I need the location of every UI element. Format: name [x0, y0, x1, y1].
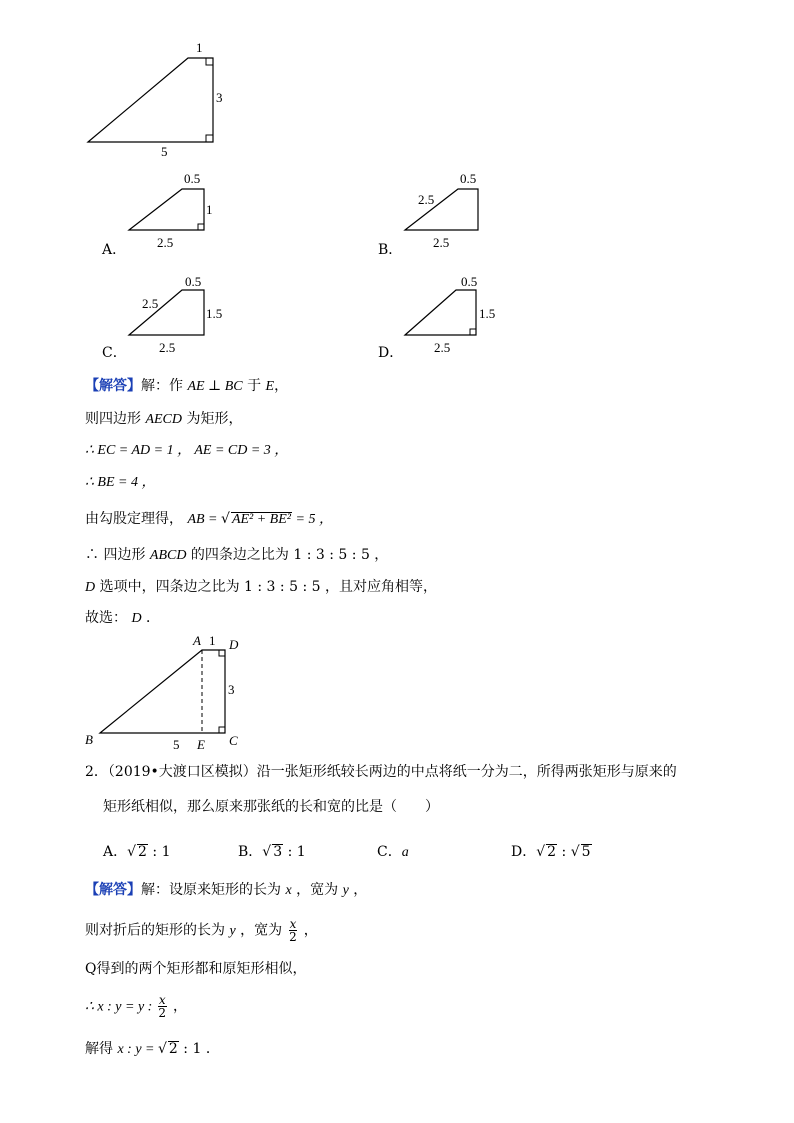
math-expr: 1 : 3 : 5 : 5 — [293, 547, 370, 563]
math-expr: : 1 ． — [178, 1041, 220, 1057]
text: ， — [348, 882, 368, 898]
text: 解：作 — [141, 378, 188, 394]
fraction-denominator: 2 — [289, 930, 297, 944]
solution1-line5 — [85, 510, 333, 529]
label-five: 5 — [173, 737, 180, 750]
math-expr: y — [229, 923, 236, 939]
label-left: 2.5 — [142, 296, 159, 311]
label-bottom: 2.5 — [433, 235, 450, 250]
option-a-shape — [129, 189, 204, 230]
option-letter: A． — [103, 844, 128, 860]
option-letter: C． — [377, 844, 402, 860]
solution1-line2 — [85, 410, 242, 429]
fraction-denominator: 2 — [158, 1006, 167, 1020]
label-d: D — [229, 637, 239, 652]
right-angle-mark — [206, 58, 213, 65]
text: ， — [274, 378, 289, 394]
fraction-numerator: x — [158, 993, 166, 1007]
q2-option-a — [103, 843, 171, 861]
option-c-letter: C． — [102, 345, 127, 361]
text: ． — [141, 610, 161, 626]
option-a-figure — [122, 168, 222, 250]
solution1-line4: ∴ BE = 4 ， — [85, 475, 156, 490]
text: 为矩形， — [182, 411, 243, 427]
label-bottom: 5 — [161, 144, 168, 159]
answer-tag: 【解答】 — [85, 378, 141, 394]
solution2-line3: Q得到的两个矩形都和原矩形相似， — [85, 961, 307, 977]
text: 故选： — [85, 610, 132, 626]
right-angle-mark — [219, 727, 225, 733]
math-expr: x : y = — [117, 1042, 158, 1057]
option-d-shape — [405, 290, 476, 335]
fraction — [158, 994, 167, 1019]
q2-option-c — [377, 843, 409, 862]
math-expr: ∴ x : y = y : — [85, 999, 156, 1015]
text: ， — [369, 547, 389, 563]
math-expr: 1 : 3 : 5 : 5 — [244, 579, 321, 595]
label-right: 1.5 — [206, 306, 223, 321]
right-angle-mark — [198, 224, 204, 230]
sqrt-sign: √ — [158, 1041, 167, 1057]
text: 解得 — [85, 1041, 118, 1057]
option-c-figure — [122, 271, 232, 356]
text: ，宽为 — [235, 922, 287, 939]
option-a-letter: A． — [102, 242, 127, 258]
main-trapezoid-figure — [80, 38, 230, 160]
option-b-shape — [405, 189, 478, 230]
text: 的四条边之比为 — [186, 547, 294, 563]
solution2-line5 — [85, 1040, 220, 1059]
math-expr: : 1 — [283, 844, 306, 860]
label-top: 0.5 — [460, 171, 477, 186]
solution2-line1 — [85, 881, 367, 900]
option-letter: D． — [511, 844, 537, 860]
label-a: A — [193, 633, 201, 648]
math-radicand: AE² + BE² — [231, 512, 291, 527]
math-expr: AE ⊥ BC — [187, 379, 243, 394]
label-top: 0.5 — [185, 274, 202, 289]
label-top: 0.5 — [461, 274, 478, 289]
option-c-shape — [129, 290, 204, 335]
option-d-figure — [398, 271, 508, 356]
solution1-line6 — [85, 546, 388, 565]
math-expr: : — [557, 844, 571, 860]
sqrt-sign: √ — [127, 844, 137, 860]
q2-option-d — [511, 843, 592, 861]
question2-line2: 矩形纸相似，那么原来那张纸的长和宽的比是（ ） — [103, 799, 439, 815]
main-trapezoid-shape — [88, 58, 213, 142]
math-expr: x — [285, 883, 292, 898]
text: ， — [299, 922, 318, 939]
fraction — [289, 918, 298, 943]
fraction-numerator: x — [289, 917, 297, 931]
solution1-line1 — [85, 377, 288, 396]
math-expr: E — [265, 379, 275, 394]
math-expr: a — [401, 845, 409, 860]
math-expr: D — [131, 611, 142, 626]
solution2-line4 — [85, 994, 187, 1019]
q2-option-b — [238, 843, 306, 861]
label-bottom: 2.5 — [159, 340, 176, 355]
label-one: 1 — [209, 633, 216, 648]
math-expr: y — [342, 883, 349, 898]
text: 则四边形 — [85, 411, 146, 427]
text: 则对折后的矩形的长为 — [85, 922, 230, 939]
option-b-letter: B． — [378, 242, 403, 258]
label-right: 1.5 — [479, 306, 496, 321]
label-left: 2.5 — [418, 192, 435, 207]
option-d-letter: D． — [378, 345, 404, 361]
math-expr: ABCD — [149, 548, 187, 563]
sqrt-sign: √ — [262, 844, 272, 860]
math-radicand: 2 — [547, 844, 557, 860]
label-three: 3 — [228, 682, 235, 697]
text: ，宽为 — [291, 882, 343, 898]
solution1-line3: ∴ EC = AD = 1 ， AE = CD = 3 ， — [85, 443, 289, 458]
label-top: 0.5 — [184, 171, 201, 186]
math-expr: AB = — [187, 512, 222, 527]
option-letter: B． — [238, 844, 263, 860]
label-bottom: 2.5 — [434, 340, 451, 355]
sqrt-sign: √ — [221, 511, 230, 527]
math-expr: : 1 — [147, 844, 171, 860]
math-radicand: 5 — [581, 844, 591, 860]
solution-trapezoid-shape — [100, 650, 225, 733]
question2-line1: 2．（2019•大渡口区模拟）沿一张矩形纸较长两边的中点将纸一分为二，所得两张矩形与原来的 — [85, 764, 677, 780]
math-expr: AECD — [145, 412, 183, 427]
label-e: E — [197, 737, 205, 750]
text: 选项中，四条边之比为 — [95, 579, 245, 595]
math-expr: D — [85, 580, 96, 595]
text: ∴ 四边形 — [85, 547, 150, 563]
label-b: B — [85, 732, 93, 747]
math-radicand: 3 — [273, 844, 283, 860]
text: 于 — [242, 378, 266, 394]
answer-tag: 【解答】 — [85, 882, 141, 898]
sqrt-sign: √ — [570, 844, 580, 860]
right-angle-mark — [219, 650, 225, 656]
label-bottom: 2.5 — [157, 235, 174, 250]
label-right: 1 — [206, 202, 213, 217]
label-top: 1 — [196, 40, 203, 55]
solution2-line2 — [85, 918, 318, 943]
solution1-line7 — [85, 578, 437, 597]
math-radicand: 2 — [138, 844, 147, 860]
right-angle-mark — [470, 329, 476, 335]
label-right: 3 — [216, 90, 223, 105]
text: 解：设原来矩形的长为 — [141, 882, 286, 898]
solution-figure — [80, 630, 250, 750]
text: ，且对应角相等， — [320, 579, 437, 595]
text: ， — [168, 998, 188, 1015]
sqrt-sign: √ — [536, 844, 546, 860]
solution1-line8 — [85, 609, 160, 628]
label-c: C — [229, 733, 238, 748]
math-expr: = 5 ， — [292, 512, 333, 527]
option-b-figure — [398, 168, 498, 250]
text: 由勾股定理得， — [85, 511, 188, 527]
math-radicand: 2 — [168, 1041, 178, 1057]
right-angle-mark — [206, 135, 213, 142]
